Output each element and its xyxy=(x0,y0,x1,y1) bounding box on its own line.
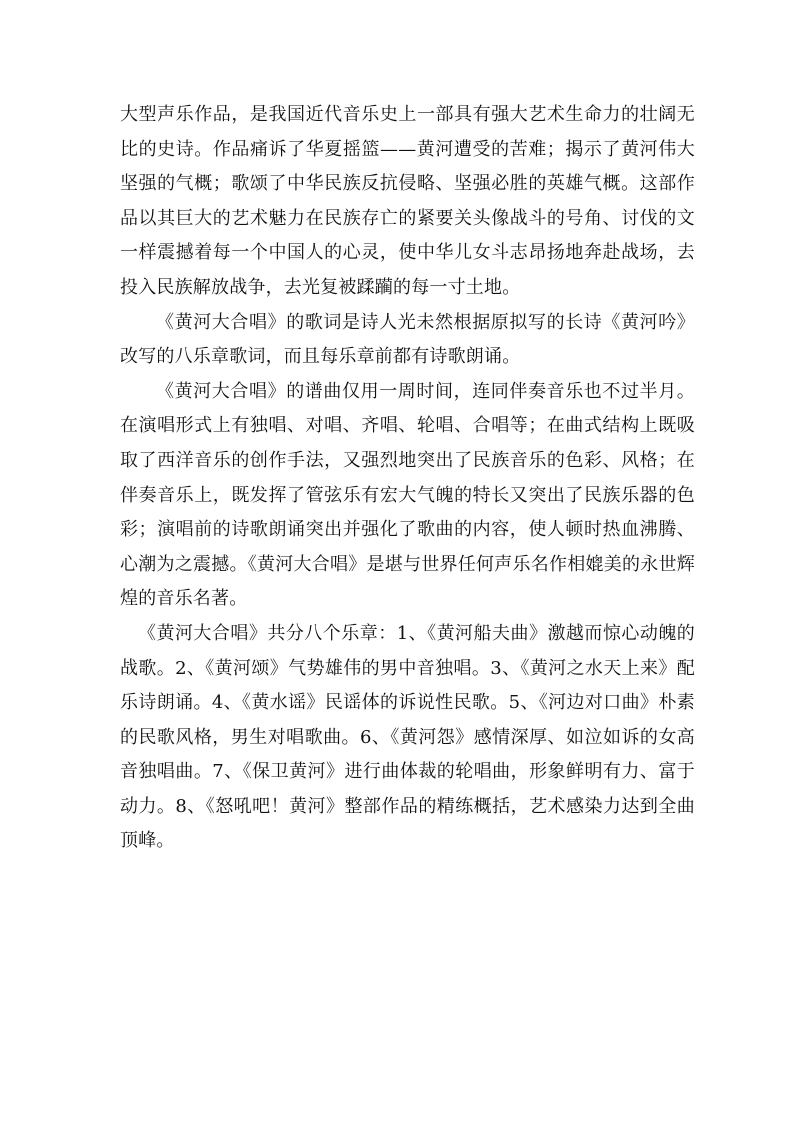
paragraph-intro: 大型声乐作品，是我国近代音乐史上一部具有强大艺术生命力的壮阔无比的史诗。作品痛诉了华夏摇篮——黄河遭受的苦难；揭示了黄河伟大坚强的气概；歌颂了中华民族反抗侵略、坚强必胜的英雄气概。这部作品以其巨大的艺术魅力在民族存亡的紧要关头像战斗的号角、讨伐的文一样震撼着每一个中国人的心灵，使中华儿女斗志昂扬地奔赴战场，去投入民族解放战争，去光复被蹂躏的每一寸土地。 xyxy=(120,104,695,298)
paragraph-lyrics: 《黄河大合唱》的歌词是诗人光未然根据原拟写的长诗《黄河吟》改写的八乐章歌词，而且每乐章前都有诗歌朗诵。 xyxy=(120,311,695,368)
document-body xyxy=(120,98,695,859)
paragraph-composition: 《黄河大合唱》的谱曲仅用一周时间，连同伴奏音乐也不过半月。在演唱形式上有独唱、对唱、齐唱、轮唱、合唱等；在曲式结构上既吸取了西洋音乐的创作手法，又强烈地突出了民族音乐的色彩、风格；在伴奏音乐上，既发挥了管弦乐有宏大气魄的特长又突出了民族乐器的色彩；演唱前的诗歌朗诵突出并强化了歌曲的内容，使人顿时热血沸腾、心潮为之震撼。《黄河大合唱》是堪与世界任何声乐名作相媲美的永世辉煌的音乐名著。 xyxy=(120,380,695,610)
paragraph-movements: 《黄河大合唱》共分八个乐章：1、《黄河船夫曲》激越而惊心动魄的战歌。2、《黄河颂》气势雄伟的男中音独唱。3、《黄河之水天上来》配乐诗朗诵。4、《黄水谣》民谣体的诉说性民歌。5、《河边对口曲》朴素的民歌风格，男生对唱歌曲。6、《黄河怨》感情深厚、如泣如诉的女高音独唱曲。7、《保卫黄河》进行曲体裁的轮唱曲，形象鲜明有力、富于动力。8、《怒吼吧！黄河》整部作品的精练概括，艺术感染力达到全曲顶峰。 xyxy=(120,622,695,852)
